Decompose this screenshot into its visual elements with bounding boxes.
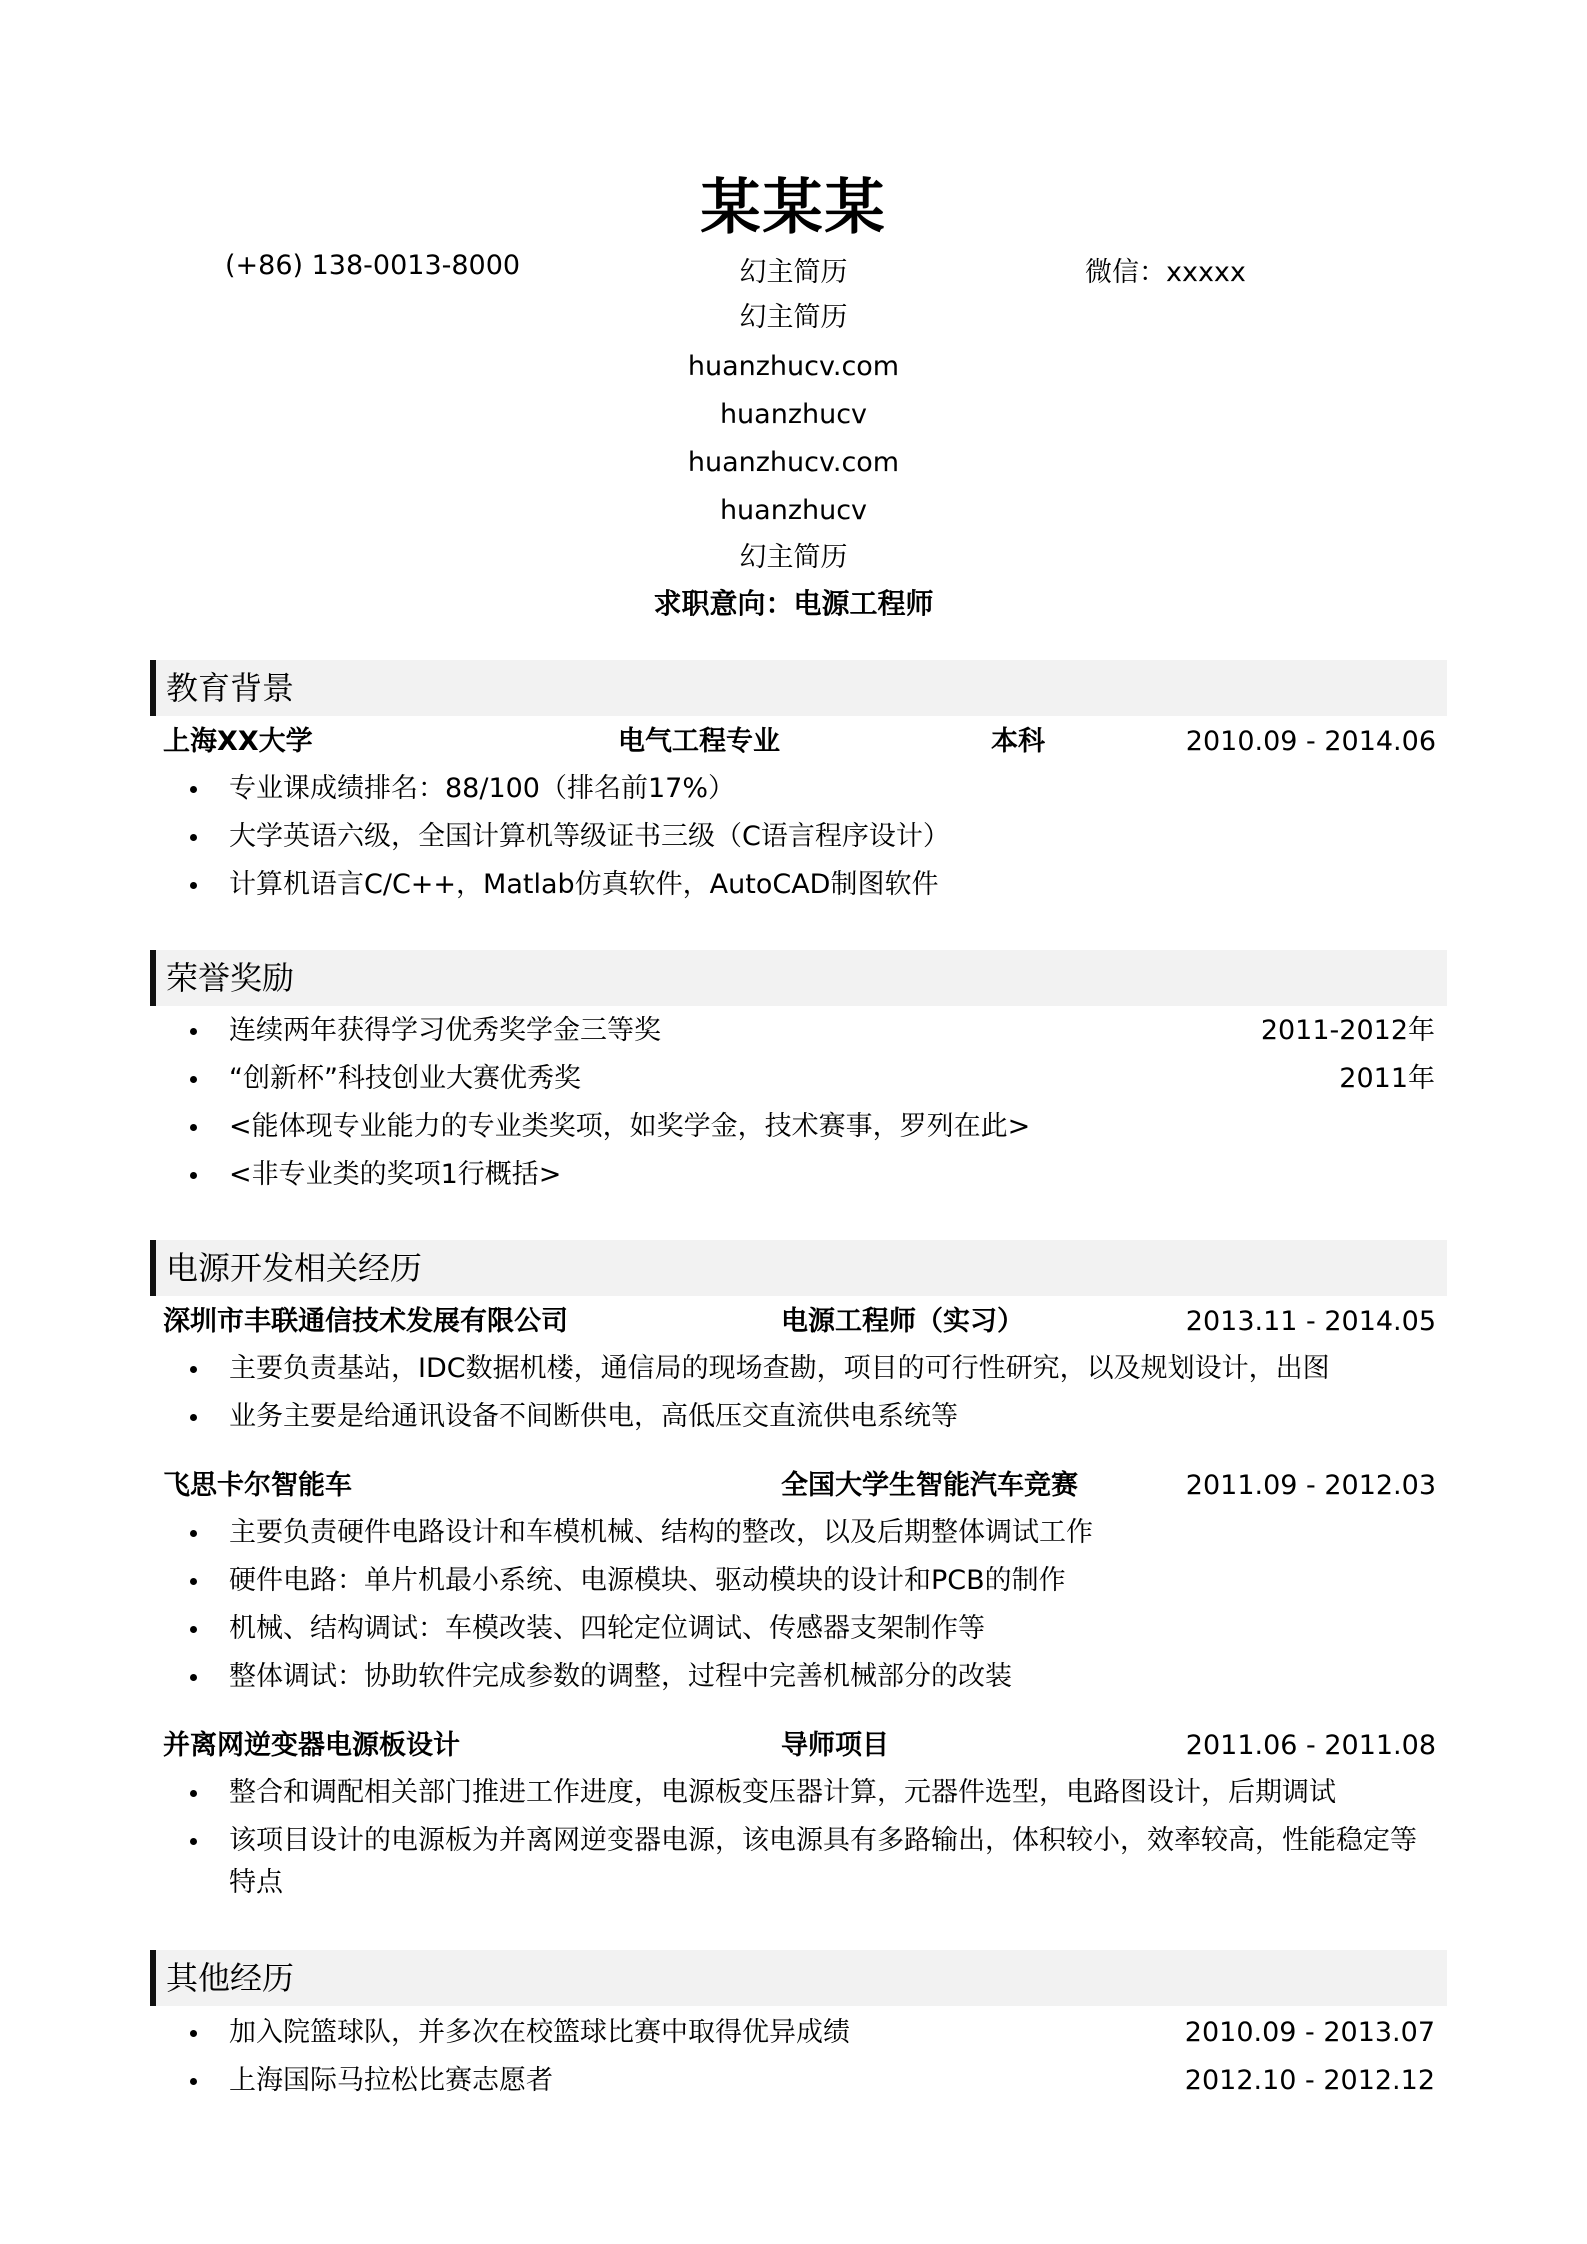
- section-header-other: 其他经历: [150, 1950, 1447, 2006]
- section-header-honors: 荣誉奖励: [150, 950, 1447, 1006]
- contact-line: 幻主简历: [739, 542, 848, 573]
- phone-number: (+86) 138-0013-8000: [225, 250, 521, 281]
- role: 全国大学生智能汽车竞赛: [781, 1470, 1078, 1501]
- major: 电气工程专业: [618, 726, 780, 757]
- experience-dates: 2011.06 - 2011.08: [1185, 1730, 1436, 1761]
- contact-line: 幻主简历: [739, 302, 848, 333]
- candidate-name: 某某某: [700, 173, 887, 243]
- website-link[interactable]: huanzhucv.com: [687, 447, 900, 478]
- education-row: [163, 722, 1436, 762]
- honor-date: 2011-2012年: [1260, 1015, 1435, 1046]
- experience-row: [163, 1726, 1436, 1766]
- role: 电源工程师（实习）: [781, 1306, 1024, 1337]
- resume-page: 某某某 (+86) 138-0013-8000 幻主简历 微信：xxxxx 幻主简历 huanzhucv.com huanzhucv huanzhucv.com huanzhucv 幻主简历 求职意向：电源工程师 教育背景 上海XX大学 电气工程专业 本科 2010.09 - 2014.06 专业课成绩排名：88/100（排名前17%） 大学英语六级，全国计算机等级证书三级（C语言程序设计） 计算机语言C/C++，Matlab仿真软件，AutoCAD制图软件 荣誉奖励 连续两年获得学习优秀奖学金三等奖 2011-2012年 “创新杯”科技创业大赛优秀奖 2011年 <能体现专业能力的专业类奖项，如奖学金，技术赛事，罗列在此> <非专业类的奖项1行概括> 电源开发相关经历 深圳市丰联通信技术发展有限公司 电源工程师（实习） 2013.11 - 2014.05 主要负责基站，IDC数据机楼，通信局的现场查勘，项目的可行性研究，以及规划设计，出图 业务主要是给通讯设备不间断供电，高低压交直流供电系统等 飞思卡尔智能车 全国大学生智能汽车竞赛 2011.09 - 2012.03 主要负责硬件电路设计和车模机械、结构的整改，以及后期整体调试工作 硬件电路：单片机最小系统、电源模块、驱动模块的设计和PCB的制作 机械、结构调试：车模改装、四轮定位调试、传感器支架制作等 整体调试：协助软件完成参数的调整，过程中完善机械部分的改装 并离网逆变器电源板设计 导师项目 2011.06 - 2011.08 整合和调配相关部门推进工作进度，电源板变压器计算，元器件选型，电路图设计，后期调试 该项目设计的电源板为并离网逆变器电源，该电源具有多路输出，体积较小，效率较高，性能稳定等特点 其他经历 加入院篮球队，并多次在校篮球比赛中取得优异成绩 2010.09 - 2013.07 上海国际马拉松比赛志愿者 2012.10 - 2012.12: [0, 0, 1587, 2244]
- organization: 深圳市丰联通信技术发展有限公司: [163, 1306, 568, 1337]
- other-date: 2012.10 - 2012.12: [1184, 2065, 1435, 2096]
- contact-line: huanzhucv: [719, 495, 868, 526]
- role: 导师项目: [781, 1730, 889, 1761]
- job-objective: 求职意向：电源工程师: [653, 587, 934, 620]
- contact-line: huanzhucv: [719, 399, 868, 430]
- website-link[interactable]: huanzhucv.com: [687, 351, 900, 382]
- degree: 本科: [991, 726, 1045, 757]
- organization: 飞思卡尔智能车: [163, 1470, 352, 1501]
- organization: 并离网逆变器电源板设计: [163, 1730, 460, 1761]
- wechat-id: 微信：xxxxx: [1085, 257, 1246, 288]
- other-date: 2010.09 - 2013.07: [1184, 2017, 1435, 2048]
- experience-dates: 2011.09 - 2012.03: [1185, 1470, 1436, 1501]
- contact-row: [0, 250, 1587, 290]
- section-header-education: 教育背景: [150, 660, 1447, 716]
- section-header-experience: 电源开发相关经历: [150, 1240, 1447, 1296]
- contact-mid: 幻主简历: [739, 257, 848, 288]
- school-name: 上海XX大学: [163, 726, 313, 757]
- education-dates: 2010.09 - 2014.06: [1185, 726, 1436, 757]
- experience-dates: 2013.11 - 2014.05: [1185, 1306, 1436, 1337]
- experience-row: [163, 1302, 1436, 1342]
- experience-row: [163, 1466, 1436, 1506]
- honor-date: 2011年: [1339, 1063, 1435, 1094]
